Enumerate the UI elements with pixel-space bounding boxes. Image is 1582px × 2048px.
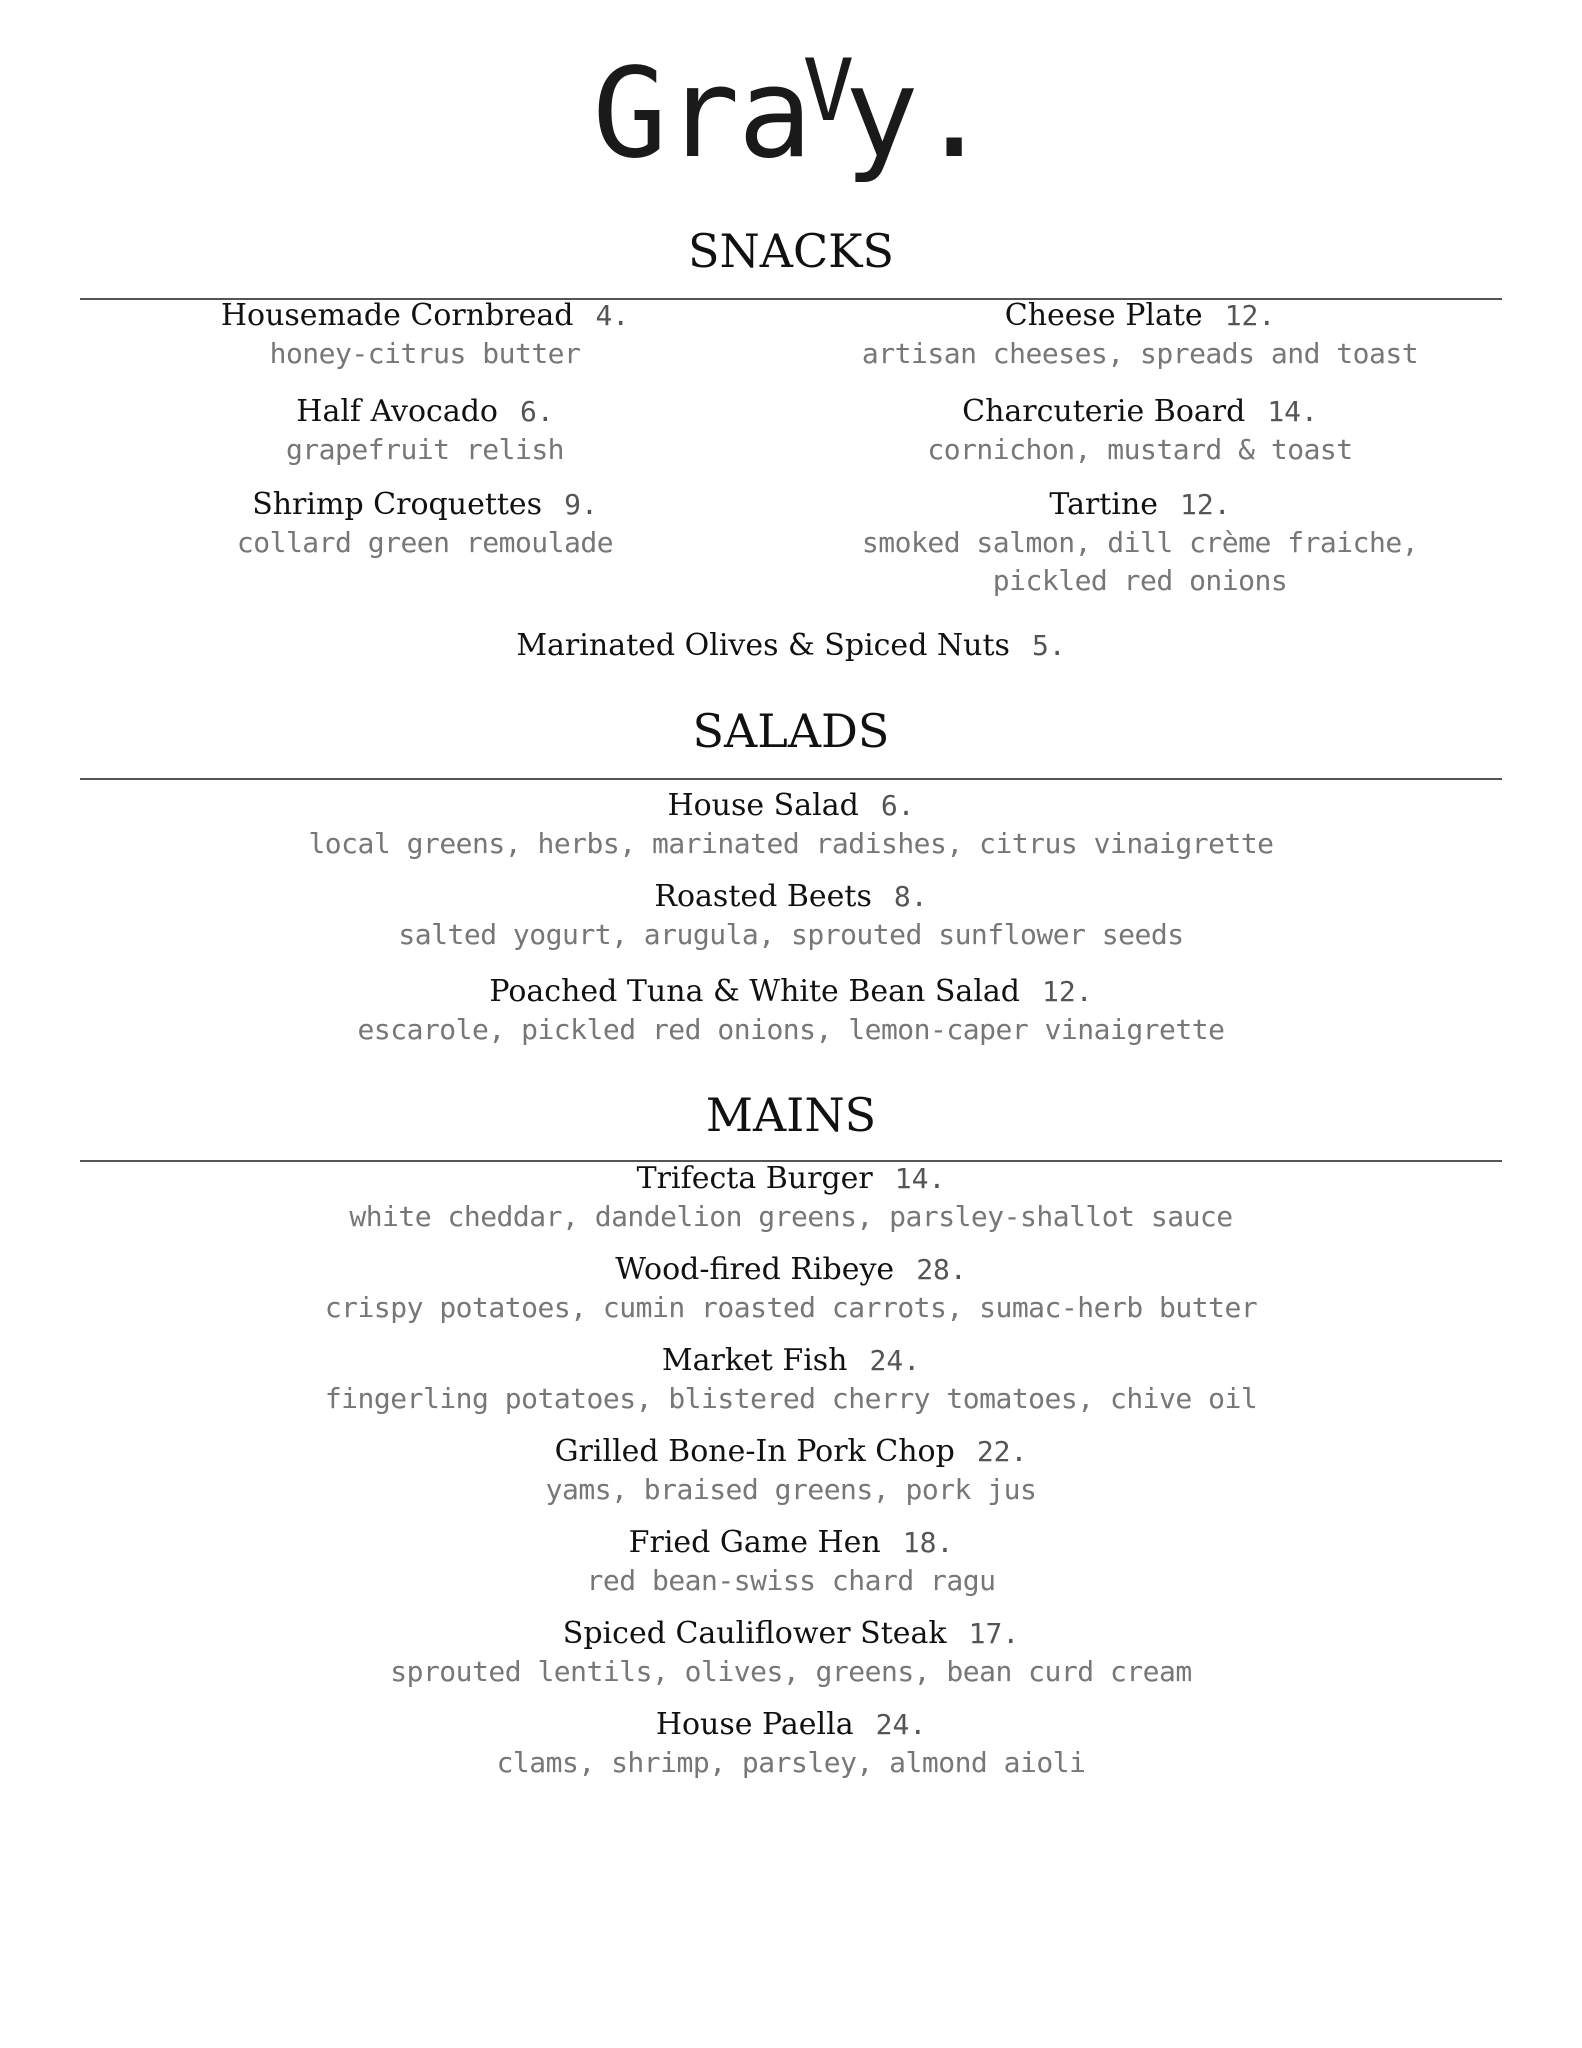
item-description: clams, shrimp, parsley, almond aioli xyxy=(496,1746,1086,1779)
menu-item-pork-chop xyxy=(80,1433,1502,1509)
section-title-mains: MAINS xyxy=(705,1088,877,1142)
item-name: Half Avocado xyxy=(296,394,498,429)
item-name: Spiced Cauliflower Steak xyxy=(562,1616,947,1651)
menu-item-housemade-cornbread xyxy=(80,297,770,373)
logo-text-start: Gra xyxy=(592,42,811,186)
item-name: Roasted Beets xyxy=(654,879,872,914)
item-description: sprouted lentils, olives, greens, bean curd cream xyxy=(390,1655,1192,1688)
item-price: 12. xyxy=(1042,975,1093,1008)
item-description: salted yogurt, arugula, sprouted sunflower seeds xyxy=(398,918,1184,951)
item-name: Market Fish xyxy=(661,1343,848,1378)
section-divider-salads xyxy=(80,778,1502,780)
item-name: Grilled Bone-In Pork Chop xyxy=(554,1434,955,1469)
menu-item-poached-tuna xyxy=(80,973,1502,1049)
logo-text-raised: V xyxy=(802,41,853,141)
menu-item-cheese-plate xyxy=(790,297,1490,373)
menu-item-house-salad xyxy=(80,787,1502,863)
item-description: artisan cheeses, spreads and toast xyxy=(861,337,1419,370)
menu-item-charcuterie-board xyxy=(790,393,1490,469)
item-name: Trifecta Burger xyxy=(636,1161,873,1196)
item-price: 8. xyxy=(893,880,928,913)
item-description: crispy potatoes, cumin roasted carrots, sumac-herb butter xyxy=(324,1291,1258,1324)
item-name: Fried Game Hen xyxy=(628,1525,881,1560)
item-name: Tartine xyxy=(1049,487,1159,522)
menu-item-shrimp-croquettes xyxy=(80,486,770,562)
menu-item-fried-game-hen xyxy=(80,1524,1502,1600)
menu-item-trifecta-burger xyxy=(80,1160,1502,1236)
item-description: honey-citrus butter xyxy=(269,337,581,370)
item-price: 28. xyxy=(916,1253,967,1286)
item-price: 6. xyxy=(880,789,915,822)
menu-item-house-paella xyxy=(80,1706,1502,1782)
item-description: local greens, herbs, marinated radishes, citrus vinaigrette xyxy=(308,827,1274,860)
item-price: 12. xyxy=(1180,488,1231,521)
item-price: 24. xyxy=(875,1708,927,1741)
menu-item-cauliflower-steak xyxy=(80,1615,1502,1691)
menu-item-roasted-beets xyxy=(80,878,1502,954)
item-price: 12. xyxy=(1224,299,1276,332)
item-price: 14. xyxy=(894,1162,946,1195)
item-name: Housemade Cornbread xyxy=(220,298,574,333)
menu-item-tartine xyxy=(800,486,1480,600)
item-description: escarole, pickled red onions, lemon-caper vinaigrette xyxy=(357,1013,1225,1046)
item-price: 4. xyxy=(595,299,630,332)
restaurant-logo xyxy=(0,41,1582,186)
item-description: cornichon, mustard & toast xyxy=(927,433,1353,466)
item-description: grapefruit relish xyxy=(285,433,565,466)
item-name: Marinated Olives & Spiced Nuts xyxy=(516,628,1010,663)
menu-item-marinated-olives xyxy=(80,627,1502,665)
item-description: fingerling potatoes, blistered cherry tomatoes, chive oil xyxy=(324,1382,1258,1415)
item-description: red bean-swiss chard ragu xyxy=(586,1564,996,1597)
item-name: Cheese Plate xyxy=(1004,298,1203,333)
item-price: 22. xyxy=(976,1435,1028,1468)
menu-item-market-fish xyxy=(80,1342,1502,1418)
item-price: 17. xyxy=(968,1617,1020,1650)
item-description: white cheddar, dandelion greens, parsley-shallot sauce xyxy=(349,1200,1233,1233)
item-price: 24. xyxy=(869,1344,921,1377)
section-title-salads: SALADS xyxy=(692,704,890,758)
menu-item-half-avocado xyxy=(80,393,770,469)
item-price: 6. xyxy=(519,395,554,428)
item-name: Wood-fired Ribeye xyxy=(615,1252,895,1287)
item-description: yams, braised greens, pork jus xyxy=(545,1473,1037,1506)
item-price: 14. xyxy=(1267,395,1318,428)
menu-item-wood-fired-ribeye xyxy=(80,1251,1502,1327)
item-description: smoked salmon, dill crème fraiche, pickled red onions xyxy=(861,526,1419,597)
section-title-snacks: SNACKS xyxy=(687,224,895,278)
item-price: 5. xyxy=(1031,629,1066,662)
item-name: Charcuterie Board xyxy=(962,394,1246,429)
item-price: 18. xyxy=(902,1526,954,1559)
item-description: collard green remoulade xyxy=(236,526,614,559)
item-name: House Salad xyxy=(667,788,859,823)
item-name: Poached Tuna & White Bean Salad xyxy=(489,974,1021,1009)
logo-text-end: y. xyxy=(844,42,990,186)
item-name: Shrimp Croquettes xyxy=(252,487,543,522)
item-name: House Paella xyxy=(655,1707,854,1742)
item-price: 9. xyxy=(564,488,598,521)
